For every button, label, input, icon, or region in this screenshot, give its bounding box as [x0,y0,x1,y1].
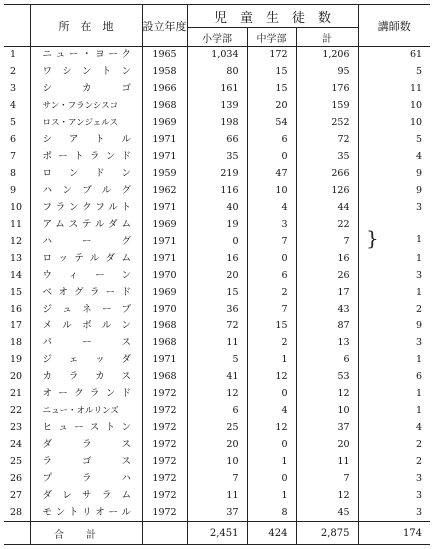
year-cell: 1965 [142,47,187,64]
table-row [4,335,430,352]
table-row [4,504,430,521]
elementary-cell: 41 [187,369,247,386]
row-number: 6 [10,134,17,146]
row-number: 22 [10,405,23,417]
teachers-cell: 1 [358,352,430,369]
total-cell: 26 [296,267,358,284]
row-number: 14 [10,269,23,281]
table-row [4,199,430,216]
teachers-cell: 1 [358,386,430,403]
year-cell: 1971 [142,132,187,149]
elementary-cell: 161 [187,81,247,98]
junior-high-cell: 8 [247,504,296,521]
teachers-cell: 2 [358,437,430,454]
elementary-cell: 0 [187,233,247,250]
total-cell: 7 [296,233,358,250]
location-cell: ハンブルグ [30,183,142,200]
teachers-cell: 3 [358,487,430,504]
location-cell: ダラス [30,437,142,454]
teachers-cell: 10 [358,115,430,132]
row-number: 24 [10,439,23,451]
row-number: 10 [10,201,23,213]
elementary-cell: 36 [187,301,247,318]
teachers-cell: 9 [358,183,430,200]
teachers-cell: 1 [358,403,430,420]
elementary-cell: 40 [187,199,247,216]
elementary-cell: 66 [187,132,247,149]
year-cell: 1972 [142,470,187,487]
row-number: 4 [10,100,17,112]
location-cell: パース [30,335,142,352]
location-cell: アムステルダム [30,216,142,233]
table-row [4,386,430,403]
total-cell: 17 [296,284,358,301]
location-cell: シカゴ [30,81,142,98]
row-number: 8 [10,168,17,180]
location-cell: ワシントン [30,64,142,81]
year-cell: 1962 [142,183,187,200]
row-number: 28 [10,506,23,518]
teachers-cell: 61 [358,47,430,64]
year-cell: 1969 [142,216,187,233]
junior-high-cell: 12 [247,420,296,437]
location-cell: ロンドン [30,166,142,183]
row-number: 12 [10,235,23,247]
table-row [4,437,430,454]
header-total: 計 [296,28,358,47]
total-cell: 266 [296,166,358,183]
table-row [4,420,430,437]
table-row [4,98,430,115]
junior-high-cell: 20 [247,98,296,115]
table-row [4,403,430,420]
row-number: 26 [10,472,23,484]
total-cell: 22 [296,216,358,233]
junior-high-cell: 12 [247,369,296,386]
elementary-cell: 20 [187,437,247,454]
junior-high-cell: 172 [247,47,296,64]
location-cell: ハーグ [30,233,142,250]
elementary-cell: 72 [187,318,247,335]
row-number: 17 [10,320,23,332]
header-student-count: 児 童 生 徒 数 [187,5,358,28]
elementary-cell: 10 [187,454,247,471]
table-row [4,369,430,386]
header-elementary: 小学部 [187,28,247,47]
row-number: 9 [10,184,17,196]
row-number: 15 [10,286,23,298]
teachers-cell: 3 [358,199,430,216]
junior-high-cell: 1 [247,454,296,471]
junior-high-cell: 0 [247,149,296,166]
location-cell: ロス・アンジェルス [30,115,142,132]
table-row [4,352,430,369]
elementary-cell: 35 [187,149,247,166]
location-cell: ロッテルダム [30,250,142,267]
row-number: 3 [10,83,17,95]
elementary-cell: 15 [187,284,247,301]
location-cell: ジュネーブ [30,301,142,318]
row-number: 16 [10,303,23,315]
total-cell: 159 [296,98,358,115]
junior-high-cell: 7 [247,301,296,318]
junior-high-cell: 54 [247,115,296,132]
year-cell: 1972 [142,386,187,403]
year-cell: 1968 [142,318,187,335]
teachers-cell: 3 [358,504,430,521]
location-cell: ダレサラム [30,487,142,504]
elementary-cell: 12 [187,386,247,403]
teachers-cell: 3 [358,335,430,352]
total-cell: 72 [296,132,358,149]
junior-high-cell: 7 [247,233,296,250]
total-cell: 16 [296,250,358,267]
totals-elementary: 2,451 [187,522,247,545]
year-cell: 1968 [142,335,187,352]
year-cell: 1971 [142,149,187,166]
year-cell: 1968 [142,369,187,386]
total-cell: 176 [296,81,358,98]
header-teachers: 講師数 [358,5,430,47]
elementary-cell: 139 [187,98,247,115]
totals-teachers: 174 [358,522,430,545]
location-cell: プラハ [30,470,142,487]
junior-high-cell: 2 [247,284,296,301]
header-junior-high: 中学部 [247,28,296,47]
junior-high-cell: 2 [247,335,296,352]
table-row [4,115,430,132]
header-number [4,5,30,47]
junior-high-cell: 0 [247,386,296,403]
elementary-cell: 80 [187,64,247,81]
location-cell: ウィーン [30,267,142,284]
total-cell: 43 [296,301,358,318]
total-cell: 95 [296,64,358,81]
junior-high-cell: 4 [247,403,296,420]
totals-row [4,522,430,545]
elementary-cell: 37 [187,504,247,521]
elementary-cell: 16 [187,250,247,267]
year-cell: 1972 [142,403,187,420]
row-number: 2 [10,66,17,78]
total-cell: 6 [296,352,358,369]
table-row [4,318,430,335]
elementary-cell: 19 [187,216,247,233]
junior-high-cell: 10 [247,183,296,200]
junior-high-cell: 6 [247,267,296,284]
total-cell: 87 [296,318,358,335]
merged-rows-brace: } [366,226,379,250]
total-cell: 11 [296,454,358,471]
row-number: 11 [10,218,23,230]
table-row [4,487,430,504]
header-location: 所 在 地 [30,5,142,47]
row-number: 13 [10,252,23,264]
teachers-cell: 3 [358,267,430,284]
row-number: 18 [10,337,23,349]
location-cell: メルボルン [30,318,142,335]
year-cell: 1958 [142,64,187,81]
total-cell: 35 [296,149,358,166]
teachers-cell: 1 [358,250,430,267]
teachers-cell: 11 [358,81,430,98]
junior-high-cell: 0 [247,470,296,487]
teachers-cell: 1 [358,284,430,301]
location-cell: ヒューストン [30,420,142,437]
elementary-cell: 7 [187,470,247,487]
year-cell: 1959 [142,166,187,183]
location-cell: ニュー・オルリンズ [30,403,142,420]
year-cell: 1966 [142,81,187,98]
year-cell: 1968 [142,98,187,115]
junior-high-cell: 6 [247,132,296,149]
junior-high-cell: 3 [247,216,296,233]
elementary-cell: 25 [187,420,247,437]
table-row [4,64,430,81]
location-cell: モントリオール [30,504,142,521]
year-cell: 1970 [142,301,187,318]
elementary-cell: 116 [187,183,247,200]
totals-number [4,522,30,545]
row-number: 27 [10,489,23,501]
total-cell: 45 [296,504,358,521]
junior-high-cell: 1 [247,487,296,504]
total-cell: 53 [296,369,358,386]
location-cell: ニュー・ヨーク [30,47,142,64]
junior-high-cell: 47 [247,166,296,183]
table-row [4,132,430,149]
total-cell: 44 [296,199,358,216]
elementary-cell: 20 [187,267,247,284]
junior-high-cell: 4 [247,199,296,216]
elementary-cell: 11 [187,335,247,352]
year-cell: 1971 [142,352,187,369]
location-cell: シアトル [30,132,142,149]
location-cell: ベオグラード [30,284,142,301]
table-row [4,81,430,98]
total-cell: 37 [296,420,358,437]
teachers-cell: 2 [358,454,430,471]
location-cell: フランクフルト [30,199,142,216]
location-cell: サン・フランシスコ [30,98,142,115]
teachers-cell: 9 [358,166,430,183]
year-cell: 1972 [142,504,187,521]
table-row [4,301,430,318]
location-cell: ポートランド [30,149,142,166]
location-cell: ジェッダ [30,352,142,369]
year-cell: 1972 [142,487,187,504]
row-number: 20 [10,371,23,383]
row-number: 21 [10,388,23,400]
year-cell: 1971 [142,199,187,216]
elementary-cell: 11 [187,487,247,504]
table-row [4,47,430,64]
table-row [4,454,430,471]
table-row [4,183,430,200]
school-statistics-table [4,4,430,545]
year-cell: 1971 [142,250,187,267]
row-number: 1 [10,49,17,61]
location-cell: ラゴス [30,454,142,471]
table-row [4,250,430,267]
row-number: 23 [10,422,23,434]
total-cell: 13 [296,335,358,352]
total-cell: 1,206 [296,47,358,64]
teachers-cell: 3 [358,470,430,487]
total-cell: 252 [296,115,358,132]
year-cell: 1969 [142,284,187,301]
junior-high-cell: 0 [247,250,296,267]
teachers-cell: 5 [358,64,430,81]
location-cell: カラカス [30,369,142,386]
row-number: 5 [10,117,17,129]
total-cell: 7 [296,470,358,487]
junior-high-cell: 0 [247,437,296,454]
teachers-cell: 4 [358,149,430,166]
total-cell: 12 [296,487,358,504]
year-cell: 1970 [142,267,187,284]
school-statistics-table-sheet [4,4,430,544]
row-number: 7 [10,151,17,163]
table-row [4,267,430,284]
location-cell: オークランド [30,386,142,403]
total-cell: 12 [296,386,358,403]
year-cell: 1971 [142,233,187,250]
total-cell: 10 [296,403,358,420]
teachers-cell: 9 [358,318,430,335]
junior-high-cell: 15 [247,318,296,335]
merged-teachers-value: 1 [416,234,423,245]
junior-high-cell: 15 [247,81,296,98]
elementary-cell: 6 [187,403,247,420]
table-row [4,149,430,166]
junior-high-cell: 15 [247,64,296,81]
total-cell: 20 [296,437,358,454]
totals-label: 合計 [30,522,142,545]
teachers-cell: 10 [358,98,430,115]
totals-junior-high: 424 [247,522,296,545]
totals-year [142,522,187,545]
year-cell: 1969 [142,115,187,132]
teachers-cell: 4 [358,420,430,437]
totals-total: 2,875 [296,522,358,545]
elementary-cell: 5 [187,352,247,369]
year-cell: 1972 [142,420,187,437]
teachers-cell: 6 [358,369,430,386]
total-cell: 126 [296,183,358,200]
year-cell: 1972 [142,454,187,471]
elementary-cell: 198 [187,115,247,132]
teachers-cell: 5 [358,132,430,149]
junior-high-cell: 1 [247,352,296,369]
table-row [4,470,430,487]
teachers-cell: 2 [358,301,430,318]
elementary-cell: 219 [187,166,247,183]
table-row [4,284,430,301]
row-number: 25 [10,455,23,467]
year-cell: 1972 [142,437,187,454]
table-row [4,166,430,183]
header-year-founded: 設立年度 [142,5,187,47]
row-number: 19 [10,354,23,366]
elementary-cell: 1,034 [187,47,247,64]
